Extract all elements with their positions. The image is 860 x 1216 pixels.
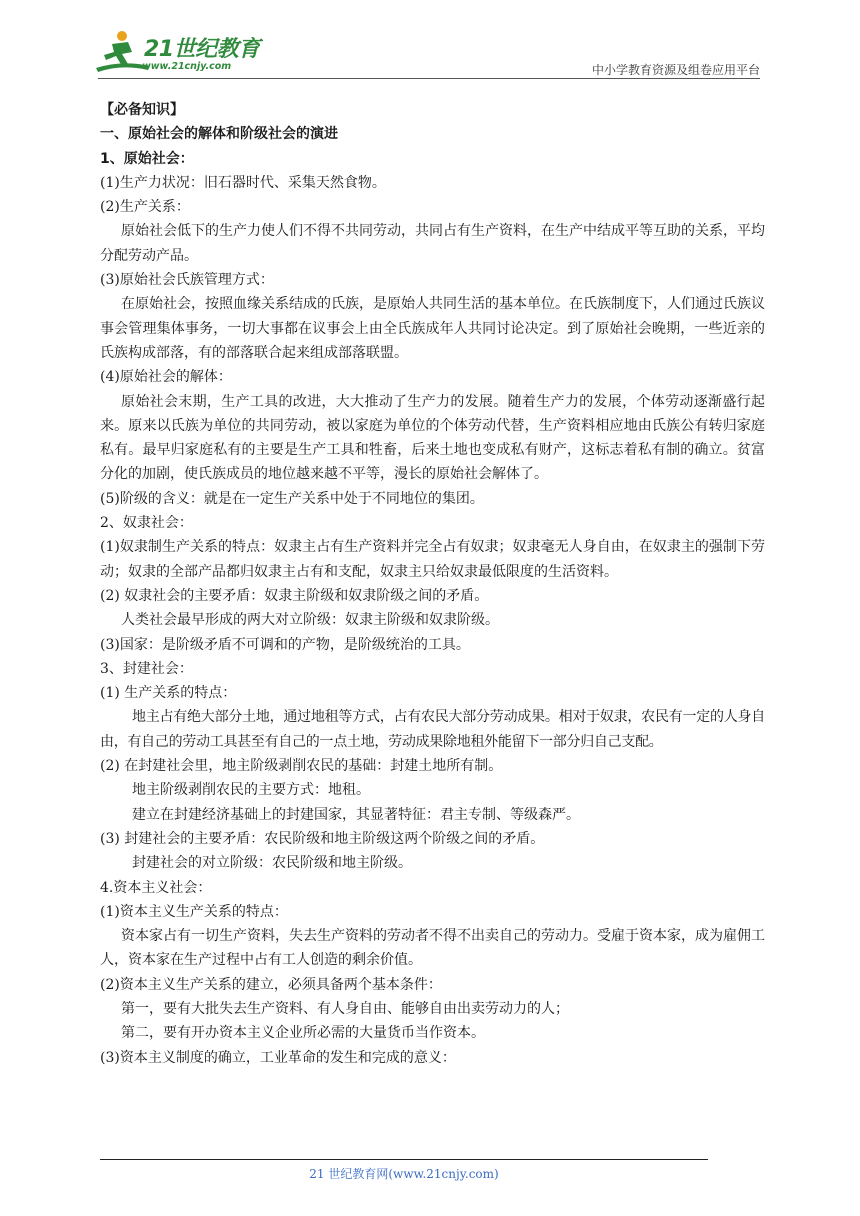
subsection-title-capitalism: 4.资本主义社会： [100,879,212,896]
paragraph-capitalist-relations: 资本家占有一切生产资料，失去生产资料的劳动者不得不出卖自己的劳动力。受雇于资本家，成为雇佣工人，资本家在生产过程中占有工人创造的剩余价值。 [100,928,765,969]
item-capitalist-conditions: (2)资本主义生产关系的建立，必须具备两个基本条件： [100,976,442,993]
logo-text: 21世纪教育 [144,37,260,62]
page-header [0,0,860,80]
item-slavery-contradiction: (2) 奴隶社会的主要矛盾：奴隶主阶级和奴隶阶级之间的矛盾。 [100,587,489,604]
item-feudal-basis: (2) 在封建社会里，地主阶级剥削农民的基础：封建土地所有制。 [100,758,503,775]
item-feudal-classes: 封建社会的对立阶级：农民阶级和地主阶级。 [132,855,412,872]
footer-divider [100,1159,708,1160]
footer-link[interactable]: 21 世纪教育网(www.21cnjy.com) [309,1167,499,1181]
item-feudal-state: 建立在封建经济基础上的封建国家，其显著特征：君主专制、等级森严。 [132,806,580,823]
item-condition-second: 第二，要有开办资本主义企业所必需的大量货币当作资本。 [121,1025,485,1042]
header-divider [98,78,760,79]
paragraph-dissolution: 原始社会末期，生产工具的改进，大大推动了生产力的发展。随着生产力的发展，个体劳动逐渐盛行起来。原来以氏族为单位的共同劳动，被以家庭为单位的个体劳动代替，生产资料相应地由氏族公有转归家庭私有。最早归家庭私有的主要是生产工具和牲畜，后来土地也变成私有财产，这标志着私有制的确立。贫富分化的加剧，使氏族成员的地位越来越不平等，漫长的原始社会解体了。 [100,393,765,483]
item-productivity: (1)生产力状况：旧石器时代、采集天然食物。 [100,174,386,191]
item-slavery-relations: (1)奴隶制生产关系的特点：奴隶主占有生产资料并完全占有奴隶；奴隶毫无人身自由，在奴隶主的强制下劳动；奴隶的全部产品都归奴隶主占有和支配，奴隶主只给奴隶最低限度的生活资料。 [100,539,765,580]
item-slavery-classes: 人类社会最早形成的两大对立阶级：奴隶主阶级和奴隶阶级。 [121,612,499,629]
document-body [100,98,765,1070]
paragraph-management: 在原始社会，按照血缘关系结成的氏族，是原始人共同生活的基本单位。在氏族制度下，人们通过氏族议事会管理集体事务，一切大事都在议事会上由全氏族成年人共同讨论决定。到了原始社会晚期，一些近亲的氏族构成部落，有的部落联合起来组成部落联盟。 [100,296,765,361]
section-heading: 【必备知识】 [100,102,184,118]
item-relations: (2)生产关系： [100,199,190,216]
item-condition-first: 第一，要有大批失去生产资料、有人身自由、能够自由出卖劳动力的人； [121,1000,569,1017]
item-capitalist-relations: (1)资本主义生产关系的特点： [100,903,288,920]
subsection-title-slavery: 2、奴隶社会： [100,515,193,532]
logo-url: www.21cnjy.com [142,61,232,72]
item-feudal-contradiction: (3) 封建社会的主要矛盾：农民阶级和地主阶级这两个阶级之间的矛盾。 [100,830,545,847]
item-feudal-relations: (1) 生产关系的特点： [100,685,237,702]
item-feudal-rent: 地主阶级剥削农民的主要方式：地租。 [132,782,370,799]
paragraph-feudal-relations: 地主占有绝大部分土地，通过地租等方式，占有农民大部分劳动成果。相对于奴隶，农民有一定的人身自由，有自己的劳动工具甚至有自己的一点土地，劳动成果除地租外能留下一部分归自己支配。 [100,709,765,750]
subsection-title-primitive: 1、原始社会： [100,150,194,167]
site-logo[interactable] [92,30,262,80]
item-dissolution: (4)原始社会的解体： [100,369,232,386]
item-state: (3)国家：是阶级矛盾不可调和的产物，是阶级统治的工具。 [100,636,470,653]
paragraph-relations: 原始社会低下的生产力使人们不得不共同劳动，共同占有生产资料，在生产中结成平等互助的关系，平均分配劳动产品。 [100,223,765,264]
item-class-definition: (5)阶级的含义：就是在一定生产关系中处于不同地位的集团。 [100,490,484,507]
item-management: (3)原始社会氏族管理方式： [100,272,274,289]
subsection-title-feudal: 3、封建社会： [100,660,193,677]
platform-name: 中小学教育资源及组卷应用平台 [591,63,760,77]
item-industrial-revolution: (3)资本主义制度的确立，工业革命的发生和完成的意义： [100,1049,456,1066]
part-title: 一、原始社会的解体和阶级社会的演进 [100,126,338,143]
